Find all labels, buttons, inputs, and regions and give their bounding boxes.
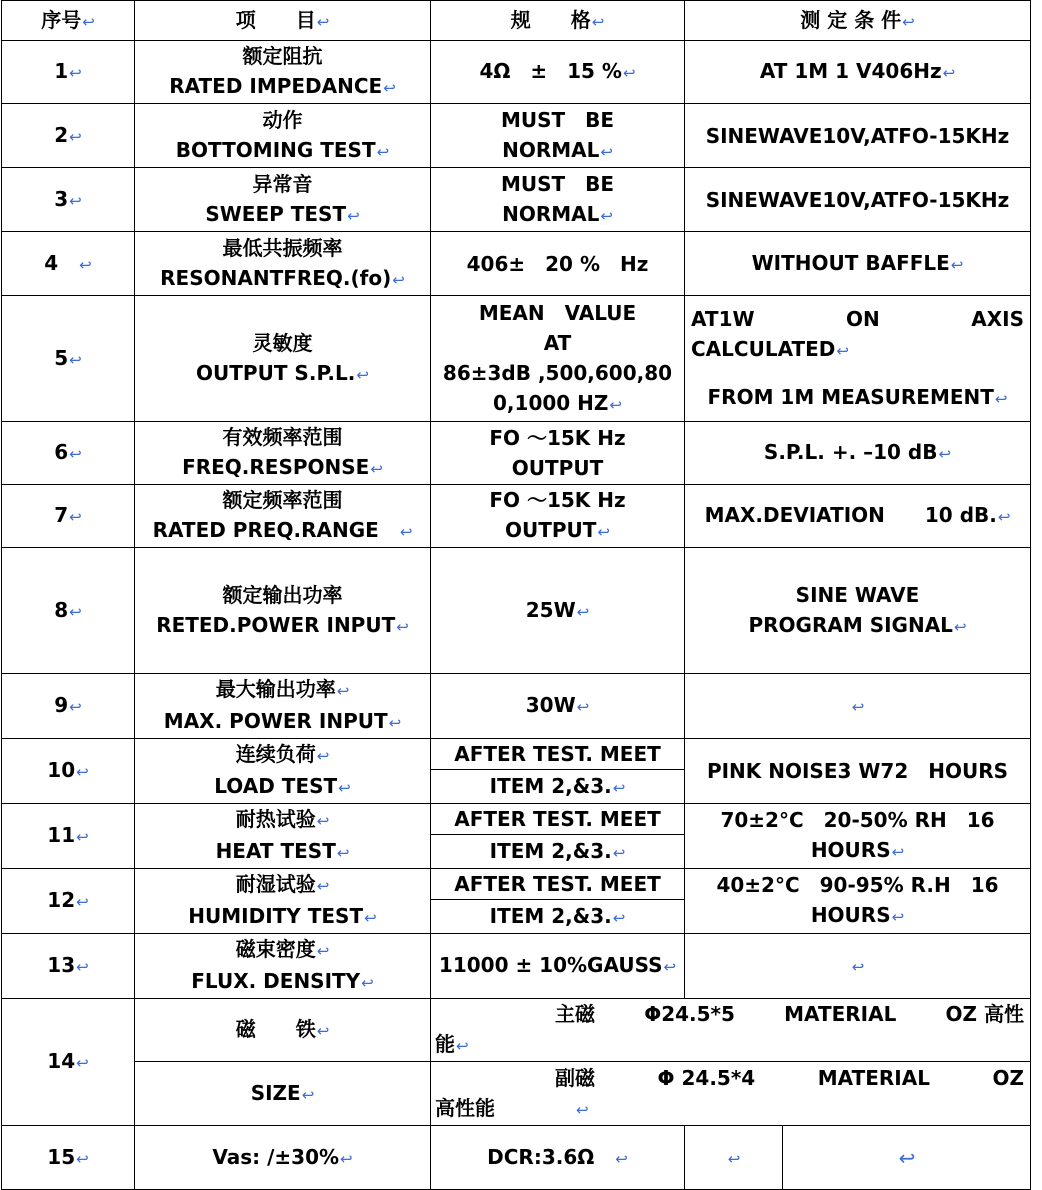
item-cell: 额定频率范围 RATED PREQ.RANGE ↩ bbox=[135, 485, 431, 548]
cond-line: FROM 1M MEASUREMENT↩ bbox=[707, 384, 1008, 409]
cond-cell: AT 1M 1 V406Hz↩ bbox=[685, 41, 1031, 104]
row-no: 13↩ bbox=[2, 934, 135, 999]
cond-cell: ↩ bbox=[685, 674, 1031, 739]
spec-cell: 11000 ± 10%GAUSS↩ bbox=[431, 934, 685, 999]
item-cell: 最低共振频率 RESONANTFREQ.(fo)↩ bbox=[135, 232, 431, 296]
cond-cell: SINE WAVE PROGRAM SIGNAL↩ bbox=[685, 548, 1031, 674]
item-cell: 耐热试验↩ HEAT TEST↩ bbox=[135, 804, 431, 869]
spec-cell: ITEM 2,&3.↩ bbox=[431, 770, 685, 804]
spec-cell: MUST BE NORMAL↩ bbox=[431, 104, 685, 168]
spec-cell: MUST BE NORMAL↩ bbox=[431, 168, 685, 232]
row-no: 8↩ bbox=[2, 548, 135, 674]
spec-cell: 30W↩ bbox=[431, 674, 685, 739]
cond-cell: ↩ bbox=[685, 934, 1031, 999]
table-row bbox=[2, 1062, 1031, 1126]
row-no: 3↩ bbox=[2, 168, 135, 232]
table-row bbox=[2, 296, 1031, 422]
magnet-main-line: 能↩ bbox=[435, 1032, 469, 1056]
magnet-sub-cell bbox=[431, 1062, 1031, 1126]
spec-table bbox=[1, 0, 1031, 1190]
item-cell: 有效频率范围 FREQ.RESPONSE↩ bbox=[135, 422, 431, 485]
cond-cell bbox=[685, 296, 1031, 422]
item-cell: 连续负荷↩ LOAD TEST↩ bbox=[135, 739, 431, 804]
magnet-main-line: 主磁 Φ24.5*5 MATERIAL OZ 高性 bbox=[555, 1002, 1024, 1026]
cond-cell-a: ↩ bbox=[685, 1126, 783, 1190]
cond-cell: 40±2°C 90-95% R.H 16 HOURS↩ bbox=[685, 869, 1031, 934]
item-cell: 磁 铁↩ bbox=[135, 999, 431, 1062]
row-no: 2↩ bbox=[2, 104, 135, 168]
item-cell: SIZE↩ bbox=[135, 1062, 431, 1126]
row-no: 14↩ bbox=[2, 999, 135, 1126]
header-no: 序号↩ bbox=[2, 1, 135, 41]
table-row bbox=[2, 104, 1031, 168]
item-cell: 磁束密度↩ FLUX. DENSITY↩ bbox=[135, 934, 431, 999]
table-row bbox=[2, 804, 1031, 835]
row-no: 9↩ bbox=[2, 674, 135, 739]
table-row bbox=[2, 1126, 1031, 1190]
table-row bbox=[2, 999, 1031, 1062]
table-row bbox=[2, 485, 1031, 548]
cond-cell: SINEWAVE10V,ATFO-15KHz bbox=[685, 104, 1031, 168]
cond-line: CALCULATED↩ bbox=[691, 336, 849, 361]
row-no: 5↩ bbox=[2, 296, 135, 422]
item-cell: 灵敏度 OUTPUT S.P.L.↩ bbox=[135, 296, 431, 422]
table-row bbox=[2, 422, 1031, 485]
table-row bbox=[2, 869, 1031, 900]
cond-cell: WITHOUT BAFFLE↩ bbox=[685, 232, 1031, 296]
cond-cell: S.P.L. +. –10 dB↩ bbox=[685, 422, 1031, 485]
table-row bbox=[2, 674, 1031, 739]
cond-cell: SINEWAVE10V,ATFO-15KHz bbox=[685, 168, 1031, 232]
row-no: 12↩ bbox=[2, 869, 135, 934]
item-cell: 耐湿试验↩ HUMIDITY TEST↩ bbox=[135, 869, 431, 934]
table-row bbox=[2, 739, 1031, 770]
spec-cell: 25W↩ bbox=[431, 548, 685, 674]
spec-cell: ITEM 2,&3.↩ bbox=[431, 835, 685, 869]
header-item: 项 目↩ bbox=[135, 1, 431, 41]
spec-cell: DCR:3.6Ω ↩ bbox=[431, 1126, 685, 1190]
cond-cell: PINK NOISE3 W72 HOURS bbox=[685, 739, 1031, 804]
row-no: 7↩ bbox=[2, 485, 135, 548]
spec-cell: AFTER TEST. MEET bbox=[431, 804, 685, 835]
cond-cell: MAX.DEVIATION 10 dB.↩ bbox=[685, 485, 1031, 548]
item-cell: 额定输出功率 RETED.POWER INPUT↩ bbox=[135, 548, 431, 674]
item-cell: 额定阻抗 RATED IMPEDANCE↩ bbox=[135, 41, 431, 104]
magnet-main-cell bbox=[431, 999, 1031, 1062]
row-no: 11↩ bbox=[2, 804, 135, 869]
item-cell: 动作 BOTTOMING TEST↩ bbox=[135, 104, 431, 168]
spec-cell: AFTER TEST. MEET bbox=[431, 869, 685, 900]
spec-cell: 4Ω ± 15 %↩ bbox=[431, 41, 685, 104]
item-cell: 最大输出功率↩ MAX. POWER INPUT↩ bbox=[135, 674, 431, 739]
row-no: 4 ↩ bbox=[2, 232, 135, 296]
header-row bbox=[2, 1, 1031, 41]
row-no: 15↩ bbox=[2, 1126, 135, 1190]
magnet-sub-line: 副磁 Φ 24.5*4 MATERIAL OZ bbox=[555, 1065, 1024, 1090]
header-cond: 测 定 条 件↩ bbox=[685, 1, 1031, 41]
cond-cell-b: ↩ bbox=[783, 1126, 1031, 1190]
row-no: 6↩ bbox=[2, 422, 135, 485]
spec-cell: FO ～15K Hz OUTPUT bbox=[431, 422, 685, 485]
spec-cell: ITEM 2,&3.↩ bbox=[431, 900, 685, 934]
row-no: 1↩ bbox=[2, 41, 135, 104]
spec-cell: AFTER TEST. MEET bbox=[431, 739, 685, 770]
table-row bbox=[2, 548, 1031, 674]
magnet-sub-line: 高性能 ↩ bbox=[435, 1095, 589, 1120]
spec-cell: 406± 20 % Hz bbox=[431, 232, 685, 296]
row-no: 10↩ bbox=[2, 739, 135, 804]
item-cell: 异常音 SWEEP TEST↩ bbox=[135, 168, 431, 232]
item-cell: Vas: /±30%↩ bbox=[135, 1126, 431, 1190]
cond-line: AT1W ON AXIS bbox=[691, 306, 1024, 331]
cond-cell: 70±2°C 20-50% RH 16 HOURS↩ bbox=[685, 804, 1031, 869]
table-row bbox=[2, 41, 1031, 104]
header-spec: 规 格↩ bbox=[431, 1, 685, 41]
spec-cell: FO ～15K Hz OUTPUT↩ bbox=[431, 485, 685, 548]
table-row bbox=[2, 168, 1031, 232]
spec-cell: MEAN VALUE AT 86±3dB ,500,600,80 0,1000 HZ↩ bbox=[431, 296, 685, 422]
table-row bbox=[2, 934, 1031, 999]
table-row bbox=[2, 232, 1031, 296]
